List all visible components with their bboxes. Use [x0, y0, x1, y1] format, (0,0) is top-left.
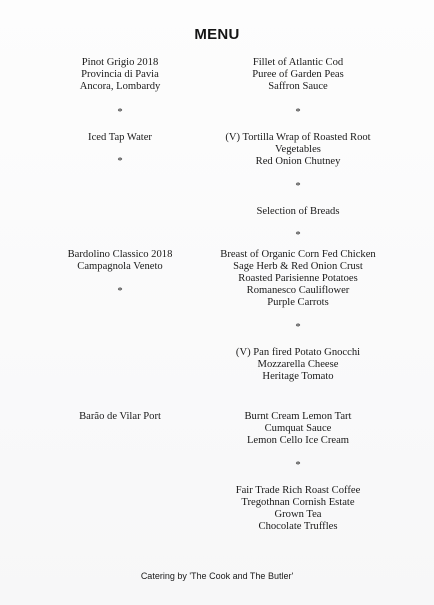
course-line: Burnt Cream Lemon Tart [244, 411, 352, 422]
wine-line: Ancora, Lombardy [79, 81, 161, 92]
course-line: Grown Tea [274, 509, 322, 520]
course-item [200, 206, 396, 218]
separator-star: * [295, 181, 301, 192]
course-line: Heritage Tomato [262, 371, 334, 382]
separator-star: * [117, 286, 123, 297]
course-line: Lemon Cello Ice Cream [246, 435, 350, 446]
separator-star: * [295, 230, 301, 241]
separator-star: * [117, 107, 123, 118]
course-line: Red Onion Chutney [255, 156, 341, 167]
separator-star: * [295, 322, 301, 333]
wine-line: Campagnola Veneto [77, 261, 163, 272]
course-item [200, 411, 396, 447]
separator-star: * [295, 107, 301, 118]
course-item [200, 347, 396, 383]
page-title: MENU [194, 26, 240, 43]
course-line: Purple Carrots [267, 297, 329, 308]
wine-line: Iced Tap Water [88, 132, 152, 143]
course-item [200, 485, 396, 533]
course-line: Selection of Breads [256, 206, 340, 217]
course-item [200, 132, 396, 168]
course-line: Saffron Sauce [268, 81, 328, 92]
course-line: Romanesco Cauliflower [246, 285, 350, 296]
course-line: (V) Pan fired Potato Gnocchi [235, 347, 361, 358]
course-item [200, 249, 396, 309]
course-line: Fair Trade Rich Roast Coffee [235, 485, 361, 496]
course-line: Tregothnan Cornish Estate [241, 497, 355, 508]
wine-line: Barão de Vilar Port [79, 411, 161, 422]
course-line: Sage Herb & Red Onion Crust [233, 261, 363, 272]
course-line: Puree of Garden Peas [252, 69, 344, 80]
wine-item [40, 411, 200, 423]
course-line: Fillet of Atlantic Cod [252, 57, 344, 68]
wine-item [40, 57, 200, 93]
wine-line: Provincia di Pavia [81, 69, 159, 80]
course-line: Breast of Organic Corn Fed Chicken [220, 249, 376, 260]
catering-footer: Catering by 'The Cook and The Butler' [140, 571, 294, 581]
wine-line: Pinot Grigio 2018 [81, 57, 159, 68]
separator-star: * [117, 156, 123, 167]
course-line: Chocolate Truffles [258, 521, 338, 532]
wine-item [40, 249, 200, 273]
course-line: Cumquat Sauce [264, 423, 332, 434]
course-line: (V) Tortilla Wrap of Roasted Root [225, 132, 371, 143]
wine-line: Bardolino Classico 2018 [67, 249, 173, 260]
course-line: Mozzarella Cheese [257, 359, 339, 370]
course-line: Vegetables [275, 144, 321, 155]
course-line: Roasted Parisienne Potatoes [238, 273, 358, 284]
wine-item [40, 132, 200, 144]
course-item [200, 57, 396, 93]
separator-star: * [295, 460, 301, 471]
